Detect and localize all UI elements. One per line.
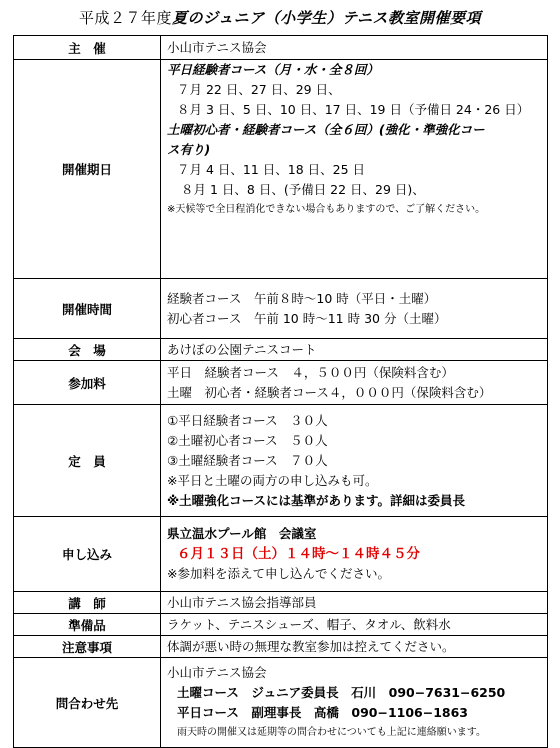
page-title [0,7,560,28]
row-hours [14,279,548,339]
application-note: ※参加料を添えて申し込んでください。 [167,566,390,581]
saturday-heading-1: 土曜初心者・経験者コース（全６回）(強化・準強化コー [167,122,485,137]
capacity-line-3: ③土曜経験者コース ７０人 [167,452,328,468]
row-venue [14,339,548,361]
fee-label: 参加料 [14,361,161,405]
instructor-value [161,592,548,614]
outline-table [13,35,548,748]
contact-saturday: 土曜コース ジュニア委員長 石川 090−7631−6250 [177,684,506,700]
schedule-label: 開催期日 [14,60,161,279]
contact-value [161,658,548,748]
row-caution [14,636,548,658]
contact-org: 小山市テニス協会 [167,664,267,680]
row-schedule [14,60,548,279]
fee-weekday: 平日 経験者コース ４，５００円（保険料含む） [167,364,454,380]
schedule-note: ※天候等で全日程消化できない場合もありますので、ご了解ください。 [167,204,486,215]
title-prefix: 平成２７年度 [78,9,172,27]
instructor-text: 小山市テニス協会指導部員 [167,594,317,610]
venue-value [161,339,548,361]
weekday-dates-july: ７月 22 日、27 日、29 日、 [177,82,341,97]
weekday-dates-august: ８月 3 日、5 日、10 日、17 日、19 日（予備日 24・26 日） [177,102,530,117]
organizer-text: 小山市テニス協会 [167,39,267,55]
row-instructor [14,592,548,614]
caution-value [161,636,548,658]
capacity-line-5: ※土曜強化コースには基準があります。詳細は委員長 [167,492,466,508]
capacity-line-2: ②土曜初心者コース ５０人 [167,432,328,448]
saturday-dates-august: ８月 1 日、8 日、(予備日 22 日、29 日)、 [181,182,425,197]
items-value [161,614,548,636]
contact-weekday: 平日コース 副理事長 高橋 090−1106−1863 [177,704,468,720]
application-datetime: ６月１３日（土）１４時〜１４時４５分 [177,546,420,562]
hours-label: 開催時間 [14,279,161,339]
items-label: 準備品 [14,614,161,636]
application-value [161,517,548,592]
instructor-label: 講 師 [14,592,161,614]
row-items [14,614,548,636]
weekday-heading: 平日経験者コース（月・水・全８回） [167,62,379,77]
capacity-value [161,405,548,517]
caution-label: 注意事項 [14,636,161,658]
application-place: 県立温水プール館 会議室 [167,526,317,541]
hours-line-experienced: 経験者コース 午前８時〜10 時（平日・土曜） [167,290,437,306]
venue-label: 会 場 [14,339,161,361]
row-organizer [14,36,548,60]
organizer-value [161,36,548,60]
contact-label: 問合わせ先 [14,658,161,748]
capacity-line-1: ①平日経験者コース ３０人 [167,412,328,428]
hours-line-beginner: 初心者コース 午前 10 時〜11 時 30 分（土曜） [167,310,447,326]
saturday-heading-2: ス有り) [167,142,211,157]
row-application [14,517,548,592]
row-fee [14,361,548,405]
row-capacity [14,405,548,517]
organizer-label: 主 催 [14,36,161,60]
saturday-dates-july: ７月 4 日、11 日、18 日、25 日 [177,162,366,177]
fee-saturday: 土曜 初心者・経験者コース４，０００円（保険料含む） [167,384,492,400]
title-emphasis: 夏のジュニア（小学生）テニス教室開催要項 [171,9,482,27]
contact-note: 雨天時の開催又は延期等の問合わせについても上記に連絡願います。 [177,726,486,738]
schedule-value [161,60,548,279]
capacity-label: 定 員 [14,405,161,517]
application-label: 申し込み [14,517,161,592]
capacity-line-4: ※平日と土曜の両方の申し込みも可。 [167,472,378,488]
venue-text: あけぼの公園テニスコート [167,341,317,357]
fee-value [161,361,548,405]
items-text: ラケット、テニスシューズ、帽子、タオル、飲料水 [167,616,451,632]
hours-value [161,279,548,339]
caution-text: 体調が悪い時の無理な教室参加は控えてください。 [167,638,455,654]
row-contact [14,658,548,748]
